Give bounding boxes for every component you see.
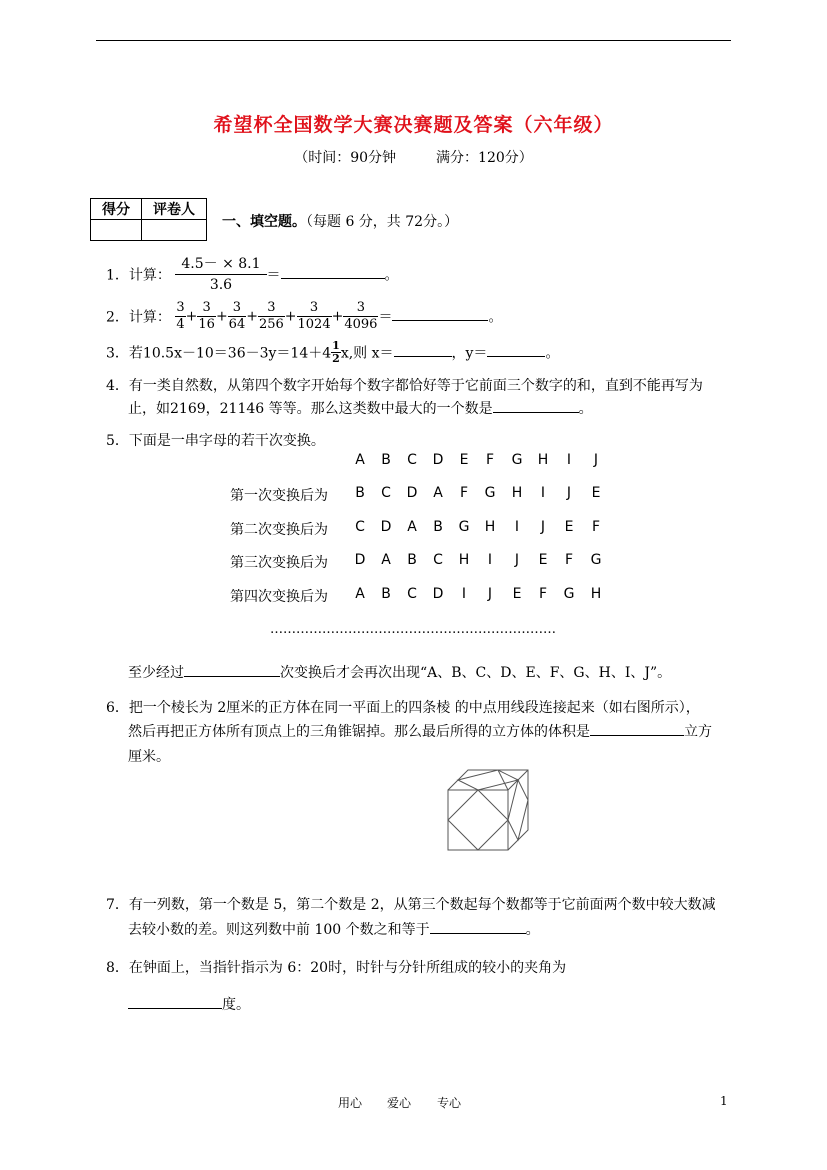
q2-frac-4-d: 256 <box>258 317 284 332</box>
q1-fraction <box>175 254 266 295</box>
transform-row-label: 第三次变换后为 <box>230 555 328 571</box>
question-2 <box>106 300 502 333</box>
question-5-label: 5．下面是一串字母的若干次变换。 <box>106 433 325 449</box>
letter-cell: J <box>566 485 572 501</box>
q2-frac-5 <box>297 300 332 333</box>
letter-cell: B <box>355 485 365 501</box>
question-6-line-2 <box>128 721 712 741</box>
letter-cell: A <box>407 519 417 535</box>
q3-y-blank[interactable] <box>487 355 545 357</box>
q3-half-d: 2 <box>332 352 340 365</box>
q2-frac-3 <box>228 300 247 333</box>
letter-cell: G <box>458 519 470 535</box>
footer-motto-2: 爱心 <box>387 1096 412 1110</box>
plus-sign: + <box>215 308 228 325</box>
letter-cell: H <box>537 452 549 468</box>
question-8-line-2 <box>128 994 250 1014</box>
q2-frac-6 <box>343 300 378 333</box>
letter-cell: J <box>487 586 493 602</box>
letter-cell: C <box>433 552 443 568</box>
letter-cell: C <box>381 485 391 501</box>
q2-frac-6-d: 4096 <box>344 317 378 332</box>
question-6-line-1: 6．把一个棱长为 2厘米的正方体在同一平面上的四条棱 的中点用线段连接起来（如右图所示）， <box>106 700 700 716</box>
letter-cell: G <box>511 452 523 468</box>
q6-text-b: 立方 <box>684 724 712 740</box>
transform-row-label: 第四次变换后为 <box>230 589 328 605</box>
transform-row-label: 第二次变换后为 <box>230 522 328 538</box>
question-7-line-2 <box>128 919 540 939</box>
letter-cell: J <box>514 552 520 568</box>
q2-frac-5-n: 3 <box>297 300 332 317</box>
question-1 <box>106 254 399 295</box>
q3-text-c: ，y＝ <box>451 345 488 362</box>
q1-end: 。 <box>384 267 399 284</box>
q1-denominator: 3.6 <box>209 277 233 293</box>
letter-cell: B <box>407 552 417 568</box>
letter-cell: D <box>432 452 444 468</box>
q4-end: 。 <box>578 401 593 417</box>
q5-ask-b: 次变换后才会再次出现“A、B、C、D、E、F、G、H、I、J”。 <box>280 665 672 681</box>
q2-label: 2．计算： <box>106 309 171 326</box>
q2-frac-6-n: 3 <box>343 300 378 317</box>
letter-cell: F <box>538 586 548 602</box>
letter-cell: B <box>381 452 391 468</box>
letter-cell: I <box>514 519 520 535</box>
q4-text: 止，如2169，21146 等等。那么这类数中最大的一个数是 <box>128 401 493 417</box>
letter-cell: H <box>511 485 523 501</box>
q1-label: 1．计算： <box>106 267 171 284</box>
page-number: 1 <box>720 1094 728 1108</box>
letter-cell: I <box>461 586 467 602</box>
letter-cell: E <box>459 452 469 468</box>
time-info: （时间：90分钟 <box>294 150 397 166</box>
q2-equals: ＝ <box>378 309 393 326</box>
letter-cell: F <box>591 519 601 535</box>
q1-numerator: 4.5－ × 8.1 <box>175 254 266 275</box>
letter-cell: A <box>355 586 365 602</box>
letter-cell: C <box>407 586 417 602</box>
question-4-line-2 <box>128 398 593 418</box>
question-5-ask <box>128 662 671 682</box>
header-rule <box>96 40 731 41</box>
letter-cell: B <box>433 519 443 535</box>
q3-half-n: 1 <box>332 339 340 352</box>
q5-ask-a: 至少经过 <box>128 665 184 681</box>
q5-answer-blank[interactable] <box>184 675 280 677</box>
ellipsis-line: ………………………………………………………… <box>270 622 556 637</box>
score-header: 得分 <box>91 199 142 220</box>
letter-cell: C <box>355 519 365 535</box>
section-heading <box>222 211 458 231</box>
q2-frac-2-n: 3 <box>197 300 216 317</box>
page-title: 希望杯全国数学大赛决赛题及答案（六年级） <box>213 114 614 136</box>
q2-frac-4 <box>258 300 285 333</box>
q6-answer-blank[interactable] <box>590 734 684 736</box>
letter-cell: J <box>540 519 546 535</box>
letter-cell: D <box>406 485 418 501</box>
q2-frac-2 <box>197 300 216 333</box>
score-info: 满分：120分） <box>436 150 533 166</box>
q7-end: 。 <box>525 922 540 938</box>
letter-cell: J <box>593 452 599 468</box>
letter-cell: F <box>485 452 495 468</box>
letter-cell: A <box>381 552 391 568</box>
score-table <box>90 198 207 241</box>
plus-sign: + <box>284 308 297 325</box>
q2-frac-5-d: 1024 <box>297 317 331 332</box>
plus-sign: + <box>246 308 258 325</box>
q1-equals: ＝ <box>266 267 281 284</box>
question-7-line-1: 7．有一列数，第一个数是 5，第二个数是 2，从第三个数起每个数都等于它前面两个数中较大数减 <box>106 897 716 913</box>
letter-cell: D <box>380 519 392 535</box>
score-cell <box>91 220 142 241</box>
exam-info <box>0 147 827 167</box>
letter-cell: G <box>590 552 602 568</box>
q7-answer-blank[interactable] <box>430 932 526 934</box>
letter-cell: H <box>590 586 602 602</box>
letter-cell: D <box>432 586 444 602</box>
transform-row-label: 第一次变换后为 <box>230 488 328 504</box>
q8-answer-blank[interactable] <box>128 1007 222 1009</box>
grader-cell <box>142 220 207 241</box>
q2-frac-3-d: 64 <box>228 317 246 332</box>
letter-cell: E <box>512 586 522 602</box>
q2-answer-blank[interactable] <box>392 319 488 321</box>
letter-cell: I <box>540 485 546 501</box>
letter-cell: A <box>433 485 443 501</box>
section-title: 一、填空题。 <box>222 214 306 230</box>
q6-text-a: 然后再把正方体所有顶点上的三角锥锯掉。那么最后所得的立方体的体积是 <box>128 724 590 740</box>
plus-sign: + <box>185 308 198 325</box>
grader-header: 评卷人 <box>142 199 207 220</box>
section-note: （每题 6 分，共 72分。） <box>306 214 459 230</box>
letter-cell: H <box>484 519 496 535</box>
letter-cell: I <box>566 452 572 468</box>
cube-diagram <box>446 768 530 852</box>
q2-frac-1 <box>175 300 185 333</box>
letter-cell: H <box>458 552 470 568</box>
q3-x-blank[interactable] <box>394 355 452 357</box>
letter-cell: F <box>459 485 469 501</box>
letter-cell: G <box>563 586 575 602</box>
q1-answer-blank[interactable] <box>281 277 385 279</box>
q2-frac-4-n: 3 <box>258 300 285 317</box>
question-8-line-1: 8．在钟面上，当指针指示为 6：20时，时针与分针所组成的较小的夹角为 <box>106 960 567 976</box>
letter-cell: E <box>591 485 601 501</box>
letter-cell: E <box>538 552 548 568</box>
question-3 <box>106 340 559 365</box>
q2-frac-1-d: 4 <box>176 317 185 332</box>
letter-cell: D <box>354 552 366 568</box>
q2-frac-3-n: 3 <box>228 300 247 317</box>
letter-cell: G <box>484 485 496 501</box>
letter-cell: F <box>564 552 574 568</box>
plus-sign: + <box>331 308 344 325</box>
q4-answer-blank[interactable] <box>493 411 579 413</box>
question-6-line-3: 厘米。 <box>128 749 170 765</box>
letter-cell: E <box>564 519 574 535</box>
q3-text-a: 3．若10.5x－10＝36－3y＝14＋4 <box>106 345 332 362</box>
q8-end: 度。 <box>222 997 250 1013</box>
q2-frac-2-d: 16 <box>198 317 215 332</box>
q3-half <box>331 340 341 365</box>
q3-end: 。 <box>545 345 560 362</box>
letter-cell: B <box>381 586 391 602</box>
letter-cell: C <box>407 452 417 468</box>
q7-text: 去较小数的差。则这列数中前 100 个数之和等于 <box>128 922 430 938</box>
footer-motto-3: 专心 <box>437 1096 462 1110</box>
q2-end: 。 <box>488 309 503 326</box>
q2-frac-1-n: 3 <box>176 300 185 315</box>
q3-text-b: x,则 x＝ <box>340 345 394 362</box>
letter-cell: A <box>355 452 365 468</box>
question-4-line-1: 4．有一类自然数，从第四个数字开始每个数字都恰好等于它前面三个数字的和，直到不能再写为 <box>106 378 703 394</box>
letter-cell: I <box>487 552 493 568</box>
footer-motto-1: 用心 <box>338 1096 363 1110</box>
